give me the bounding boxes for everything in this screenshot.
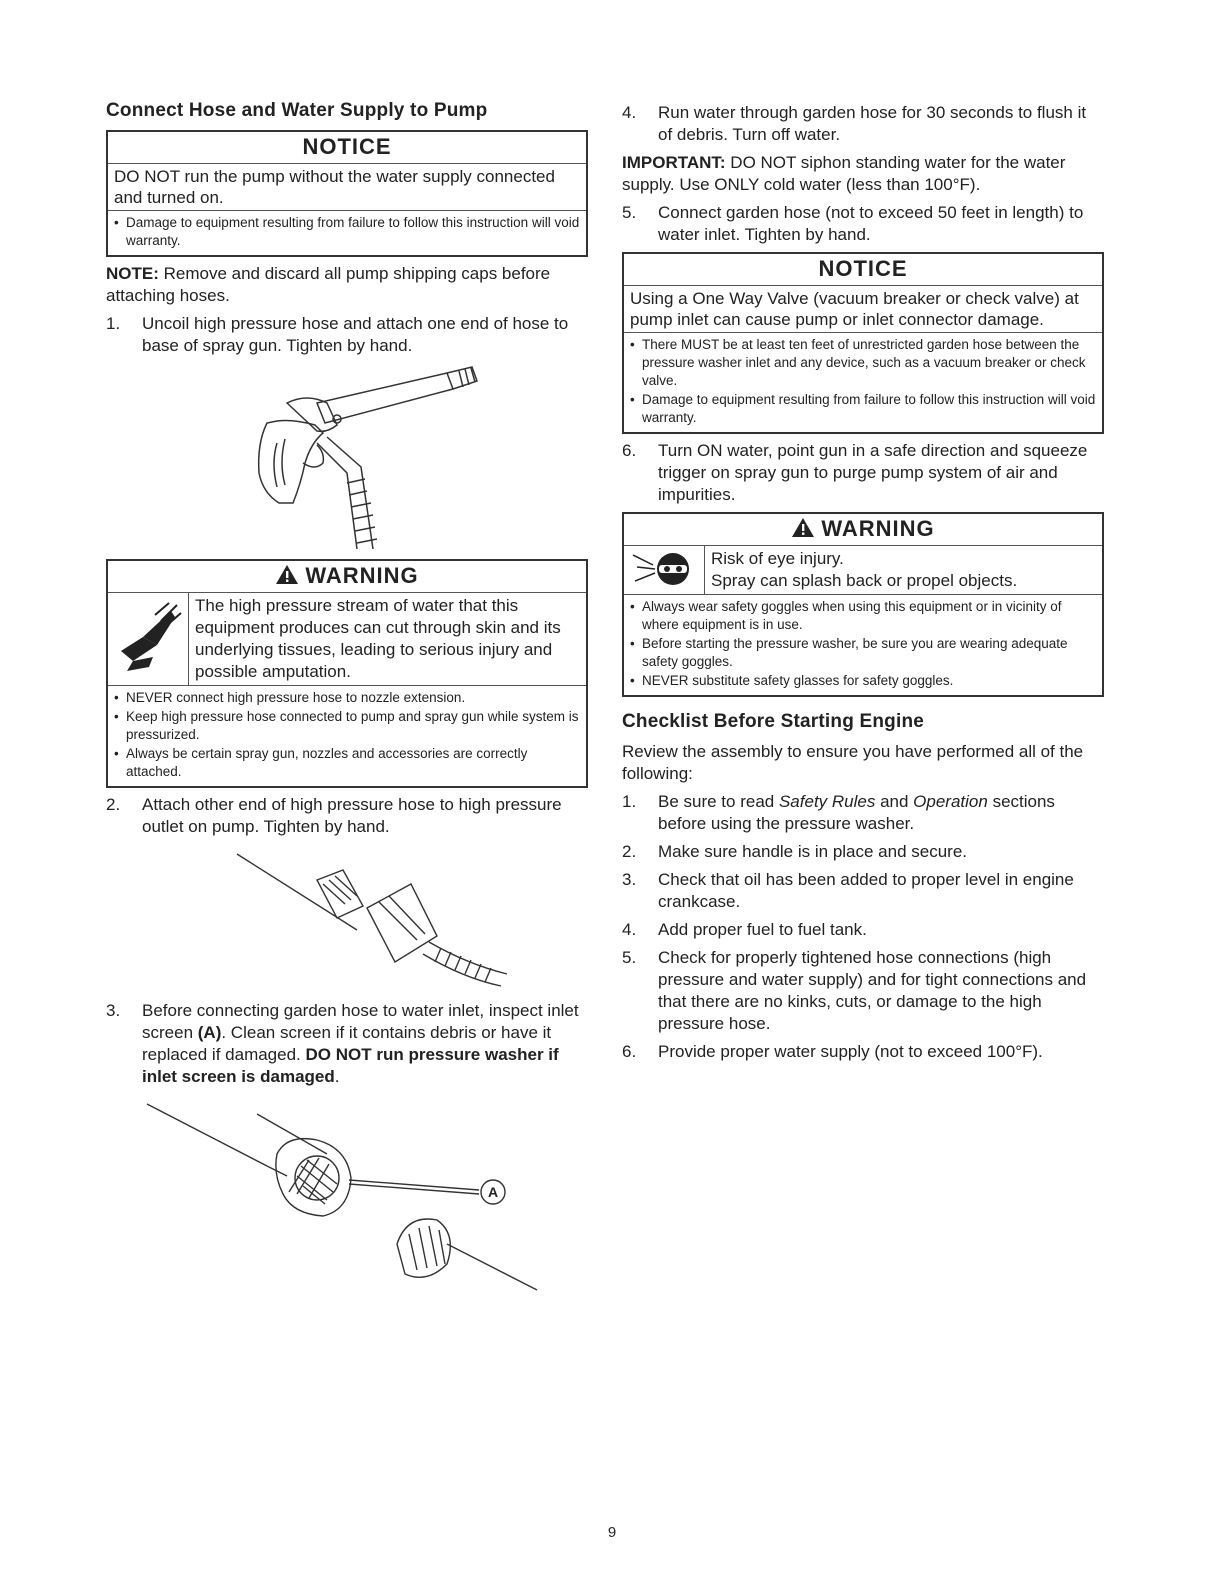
warning-bullet: • NEVER connect high pressure hose to nozzle extension. bbox=[114, 690, 466, 705]
callout-label-a: A bbox=[488, 1184, 499, 1200]
notice-title: NOTICE bbox=[624, 254, 1102, 286]
eye-hazard-icon bbox=[624, 546, 704, 594]
notice-bullet: • There MUST be at least ten feet of unrestricted garden hose between the pressure washer inlet and any device, such as a vacuum breaker or check valve. bbox=[630, 337, 1086, 388]
notice-box-one-way-valve bbox=[622, 252, 1104, 434]
notice-title: NOTICE bbox=[108, 132, 586, 164]
section-heading-connect-hose: Connect Hose and Water Supply to Pump bbox=[106, 100, 488, 121]
checklist-item: 2. Make sure handle is in place and secure. bbox=[622, 842, 968, 861]
warning-triangle-icon bbox=[791, 517, 815, 538]
hose-outlet-illustration bbox=[167, 844, 527, 994]
injection-hazard-icon bbox=[108, 593, 188, 685]
notice-bullet: • Damage to equipment resulting from failure to follow this instruction will void warranty. bbox=[630, 392, 1096, 425]
warning-bullet: • NEVER substitute safety glasses for safety goggles. bbox=[630, 673, 954, 688]
notice-bullet: • Damage to equipment resulting from failure to follow this instruction will void warranty. bbox=[114, 215, 580, 248]
warning-bullet: • Always be certain spray gun, nozzles and accessories are correctly attached. bbox=[114, 746, 528, 779]
checklist-intro: Review the assembly to ensure you have performed all of the following: bbox=[622, 742, 1084, 783]
step-3: 3. Before connecting garden hose to water inlet, inspect inlet screen (A). Clean screen if it contains debris or have it replaced if damaged. DO NOT run pressure washer if inlet screen is damaged. bbox=[106, 1001, 579, 1086]
step-4: 4. Run water through garden hose for 30 seconds to flush it of debris. Turn off water. bbox=[622, 103, 1087, 144]
inlet-screen-illustration bbox=[137, 1094, 557, 1294]
notice-bullets bbox=[108, 211, 586, 255]
checklist-item: 3. Check that oil has been added to proper level in engine crankcase. bbox=[622, 870, 1074, 911]
warning-title: WARNING bbox=[624, 514, 1102, 546]
step-6: 6. Turn ON water, point gun in a safe direction and squeeze trigger on spray gun to purge pump system of air and impurities. bbox=[622, 441, 1088, 504]
notice-lead: Using a One Way Valve (vacuum breaker or check valve) at pump inlet can cause pump or inlet connector damage. bbox=[624, 286, 1102, 333]
warning-box-eye-injury bbox=[622, 512, 1104, 697]
right-column bbox=[622, 96, 1104, 1069]
notice-bullets bbox=[624, 333, 1102, 432]
warning-triangle-icon bbox=[275, 564, 299, 585]
warning-bullet: • Keep high pressure hose connected to pump and spray gun while system is pressurized. bbox=[114, 709, 579, 742]
notice-box-pump bbox=[106, 130, 588, 257]
warning-lead: Risk of eye injury. Spray can splash back or propel objects. bbox=[704, 546, 1102, 594]
section-heading-checklist: Checklist Before Starting Engine bbox=[622, 711, 925, 732]
warning-box-high-pressure bbox=[106, 559, 588, 788]
checklist-item: 4. Add proper fuel to fuel tank. bbox=[622, 920, 867, 939]
left-column bbox=[106, 96, 588, 1298]
checklist-item: 5. Check for properly tightened hose connections (high pressure and water supply) and for tight connections and that there are no kinks, cuts, or damage to the high pressure hose. bbox=[622, 948, 1087, 1033]
warning-bullet: • Always wear safety goggles when using this equipment or in vicinity of where equipment is in use. bbox=[630, 599, 1062, 632]
warning-bullet: • Before starting the pressure washer, be sure you are wearing adequate safety goggles. bbox=[630, 636, 1068, 669]
page-number: 9 bbox=[607, 1524, 617, 1541]
checklist-item: 6. Provide proper water supply (not to exceed 100°F). bbox=[622, 1042, 1043, 1061]
note-paragraph: NOTE: Remove and discard all pump shipping caps before attaching hoses. bbox=[106, 264, 551, 305]
checklist-item: 1. Be sure to read Safety Rules and Operation sections before using the pressure washer. bbox=[622, 792, 1055, 833]
warning-title: WARNING bbox=[108, 561, 586, 593]
notice-lead: DO NOT run the pump without the water supply connected and turned on. bbox=[108, 164, 586, 211]
spray-gun-illustration bbox=[197, 363, 497, 553]
warning-bullets bbox=[108, 686, 586, 786]
step-1: 1. Uncoil high pressure hose and attach one end of hose to base of spray gun. Tighten by hand. bbox=[106, 314, 569, 355]
important-paragraph: IMPORTANT: DO NOT siphon standing water for the water supply. Use ONLY cold water (less than 100°F). bbox=[622, 153, 1066, 194]
warning-bullets bbox=[624, 595, 1102, 695]
step-2: 2. Attach other end of high pressure hose to high pressure outlet on pump. Tighten by hand. bbox=[106, 795, 562, 836]
warning-lead: The high pressure stream of water that this equipment produces can cut through skin and its underlying tissues, leading to serious injury and possible amputation. bbox=[188, 593, 586, 685]
step-5: 5. Connect garden hose (not to exceed 50 feet in length) to water inlet. Tighten by hand. bbox=[622, 203, 1084, 244]
